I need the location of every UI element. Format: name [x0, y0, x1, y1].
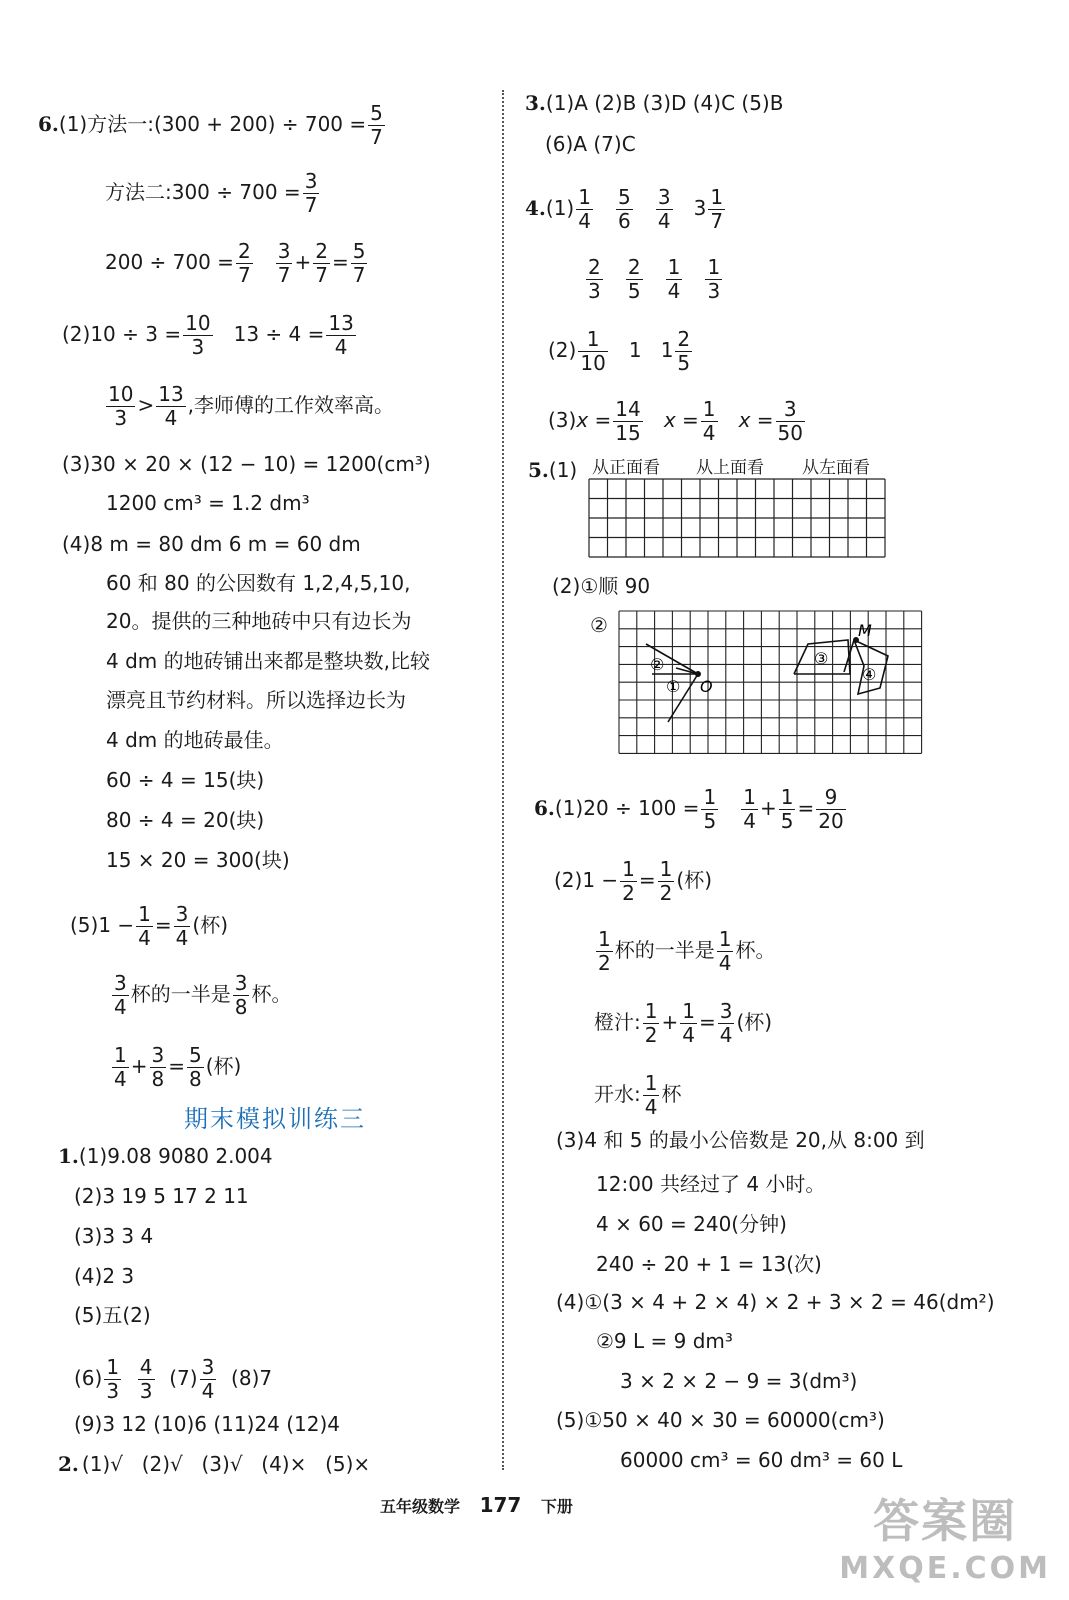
- fraction: $\frac{3}{7}$: [277, 239, 291, 287]
- fraction: $\frac{3}{8}$: [151, 1043, 165, 1091]
- fraction: $\frac{1}{4}$: [702, 397, 716, 445]
- left-q6-1-calc: 200 ÷ 700 = $\frac{2}{7}$ $\frac{3}{7}$ + $\frac{2}{7}$ = $\frac{5}{7}$: [105, 239, 366, 287]
- right-q4-1b: [584, 256, 724, 303]
- fraction: $\frac{1}{5}$: [780, 785, 794, 833]
- fraction: $\frac{3}{7}$: [304, 169, 318, 217]
- fraction: $\frac{1}{5}$: [703, 785, 717, 833]
- fraction: $\frac{3}{4}$: [175, 902, 189, 950]
- left-q1-4: (4)2 3: [74, 1264, 135, 1288]
- grid-label-3: ③: [814, 649, 829, 668]
- left-q6-1-method2: 方法二:300 ÷ 700 = $\frac{3}{7}$: [105, 169, 318, 217]
- fraction: $\frac{1}{3}$: [707, 255, 721, 303]
- view-label-top: 从上面看: [696, 458, 764, 478]
- fraction: $\frac{13}{4}$: [328, 311, 354, 359]
- left-q6-3b: 1200 cm³ = 1.2 dm³: [106, 491, 310, 515]
- question-number: 4.: [525, 196, 546, 220]
- fraction: $\frac{13}{4}$: [158, 382, 184, 430]
- right-q6-2: (2)1 − $\frac{1}{2}$ = $\frac{1}{2}$ (杯): [554, 857, 713, 905]
- fraction: $\frac{1}{2}$: [598, 927, 611, 975]
- fraction: $\frac{1}{10}$: [580, 327, 606, 375]
- fraction: $\frac{1}{4}$: [578, 185, 591, 233]
- fraction: $\frac{2}{3}$: [588, 255, 601, 303]
- fraction: $\frac{10}{3}$: [185, 311, 211, 359]
- right-q4-3: (3)x = $\frac{14}{15}$ x = $\frac{1}{4}$ x = $\frac{3}{50}$: [548, 397, 803, 445]
- grid-label-o: O: [700, 677, 713, 696]
- right-q5-2: (2)①顺 90: [552, 574, 651, 598]
- right-q6-4b: ②9 L = 9 dm³: [596, 1329, 733, 1353]
- footer-volume: 下册: [540, 1497, 573, 1516]
- watermark-logo: 答案圈: [873, 1494, 1018, 1548]
- fraction: $\frac{5}{7}$: [352, 239, 366, 287]
- column-divider: [502, 90, 504, 1470]
- question-number: 3.: [525, 91, 546, 115]
- right-q6-2d: 开水: $\frac{1}{4}$ 杯: [594, 1071, 682, 1119]
- question-number: 6.: [534, 796, 555, 820]
- fraction: $\frac{3}{8}$: [234, 971, 248, 1019]
- grid-label-2: ②: [650, 655, 665, 674]
- left-q6-4e: 漂亮且节约材料。所以选择边长为: [106, 688, 406, 712]
- fraction: $\frac{1}{4}$: [644, 1071, 658, 1119]
- left-q1-9: (9)3 12 (10)6 (11)24 (12)4: [74, 1412, 340, 1436]
- right-q6-3a: (3)4 和 5 的最小公倍数是 20,从 8:00 到: [556, 1128, 925, 1152]
- fraction: $\frac{1}{4}$: [114, 1043, 127, 1091]
- fraction: $\frac{5}{8}$: [189, 1043, 202, 1091]
- fraction: $\frac{2}{7}$: [237, 239, 251, 287]
- grid-label-1: ①: [666, 677, 681, 696]
- page-number: 177: [479, 1493, 522, 1517]
- grid-label-m: M: [858, 621, 872, 640]
- fraction: $\frac{2}{7}$: [315, 239, 328, 287]
- right-q6-2c: 橙汁: $\frac{1}{2}$ + $\frac{1}{4}$ = $\frac{3}{4}$ (杯): [594, 999, 773, 1047]
- left-q6-5b: $\frac{3}{4}$ 杯的一半是 $\frac{3}{8}$ 杯。: [114, 971, 292, 1019]
- footer-grade: 五年级数学: [380, 1497, 461, 1516]
- question-number: 1.: [58, 1144, 79, 1168]
- left-q6-4c: 20。提供的三种地砖中只有边长为: [106, 609, 412, 633]
- right-q6-3d: 240 ÷ 20 + 1 = 13(次): [596, 1252, 822, 1276]
- right-q6-4a: (4)①(3 × 4 + 2 × 4) × 2 + 3 × 2 = 46(dm²): [556, 1290, 995, 1314]
- left-q6-2: (2)10 ÷ 3 = $\frac{10}{3}$ 13 ÷ 4 = $\frac{13}{4}$: [62, 311, 354, 359]
- left-q6-2-compare: $\frac{10}{3}$ > $\frac{13}{4}$ ,李师傅的工作效率高。: [108, 382, 395, 430]
- right-q5-1: 5.(1): [528, 458, 578, 482]
- fraction: $\frac{3}{50}$: [777, 397, 803, 445]
- left-q6-4a: (4)8 m = 80 dm 6 m = 60 dm: [62, 532, 361, 556]
- fraction: $\frac{5}{7}$: [370, 101, 383, 149]
- fraction: $\frac{1}{3}$: [106, 1355, 120, 1403]
- view-label-front: 从正面看: [592, 458, 660, 478]
- left-q6-1: 6.(1)方法一:(300 + 200) ÷ 700 = $\frac{5}{7}$: [38, 101, 383, 149]
- right-q6-3b: 12:00 共经过了 4 小时。: [596, 1172, 826, 1196]
- left-q6-4f: 4 dm 的地砖最佳。: [106, 728, 284, 752]
- right-q3b: (6)A (7)C: [545, 132, 636, 156]
- fraction: $\frac{4}{3}$: [139, 1355, 153, 1403]
- fraction: $\frac{2}{5}$: [677, 327, 691, 375]
- left-q2: 2. (1)√ (2)√ (3)√ (4)× (5)×: [58, 1452, 371, 1476]
- right-q6-3c: 4 × 60 = 240(分钟): [596, 1212, 787, 1236]
- left-q6-5c: $\frac{1}{4}$ + $\frac{3}{8}$ = $\frac{5}{8}$ (杯): [114, 1043, 242, 1091]
- fraction: $\frac{1}{2}$: [659, 857, 673, 905]
- fraction: $\frac{1}{4}$: [718, 927, 732, 975]
- left-q6-4d: 4 dm 的地砖铺出来都是整块数,比较: [106, 649, 430, 673]
- fraction: $\frac{1}{4}$: [667, 255, 681, 303]
- right-q5-2b: ②: [590, 613, 608, 637]
- fraction: $\frac{1}{2}$: [644, 999, 658, 1047]
- page-footer: [380, 1493, 587, 1517]
- fraction: $\frac{5}{6}$: [618, 185, 631, 233]
- question-number: 2.: [58, 1452, 79, 1476]
- right-q6-4c: 3 × 2 × 2 − 9 = 3(dm³): [620, 1369, 858, 1393]
- right-q4-2: (2) $\frac{1}{10}$ 1 1 $\frac{2}{5}$: [548, 327, 691, 375]
- fraction: $\frac{10}{3}$: [108, 382, 134, 430]
- fraction: $\frac{2}{5}$: [627, 255, 641, 303]
- right-q3a: 3.(1)A (2)B (3)D (4)C (5)B: [525, 91, 784, 115]
- view-label-left: 从左面看: [802, 458, 870, 478]
- three-views-grid: [588, 478, 888, 560]
- left-q1-1: 1.(1)9.08 9080 2.004: [58, 1144, 273, 1168]
- left-q6-4i: 15 × 20 = 300(块): [106, 848, 290, 872]
- left-q1-5: (5)五(2): [74, 1303, 151, 1327]
- section-title: 期末模拟训练三: [184, 1105, 366, 1133]
- left-q6-5a: (5)1 − $\frac{1}{4}$ = $\frac{3}{4}$ (杯): [70, 902, 229, 950]
- watermark: [839, 1485, 1051, 1586]
- rotation-grid: [618, 610, 924, 756]
- right-q6-2b: $\frac{1}{2}$ 杯的一半是 $\frac{1}{4}$ 杯。: [598, 927, 776, 975]
- fraction: $\frac{3}{4}$: [114, 971, 127, 1019]
- right-q4-1a: 4.(1) $\frac{1}{4}$ $\frac{5}{6}$ $\frac{3}{4}$ 3 $\frac{1}{7}$: [525, 185, 724, 233]
- left-q6-3a: (3)30 × 20 × (12 − 10) = 1200(cm³): [62, 452, 431, 476]
- grid-label-4: ④: [862, 665, 877, 684]
- fraction: $\frac{14}{15}$: [615, 397, 641, 445]
- right-q6-1: 6.(1)20 ÷ 100 = $\frac{1}{5}$ $\frac{1}{4}$ + $\frac{1}{5}$ = $\frac{9}{20}$: [534, 785, 844, 833]
- shape-1-edge2: [676, 668, 698, 674]
- left-q1-2: (2)3 19 5 17 2 11: [74, 1184, 249, 1208]
- fraction: $\frac{1}{4}$: [138, 902, 151, 950]
- left-q6-4g: 60 ÷ 4 = 15(块): [106, 768, 265, 792]
- question-number: 6.: [38, 112, 59, 136]
- fraction: $\frac{9}{20}$: [818, 785, 844, 833]
- fraction: $\frac{3}{4}$: [719, 999, 733, 1047]
- left-q6-4b: 60 和 80 的公因数有 1,2,4,5,10,: [106, 571, 411, 595]
- question-number: 5.: [528, 458, 549, 482]
- fraction: $\frac{3}{4}$: [657, 185, 671, 233]
- fraction: $\frac{1}{7}$: [710, 185, 724, 233]
- left-q1-3: (3)3 3 4: [74, 1224, 154, 1248]
- fraction: $\frac{3}{4}$: [201, 1355, 215, 1403]
- left-q6-4h: 80 ÷ 4 = 20(块): [106, 808, 265, 832]
- right-q6-5b: 60000 cm³ = 60 dm³ = 60 L: [620, 1448, 903, 1472]
- fraction: $\frac{1}{4}$: [682, 999, 695, 1047]
- fraction: $\frac{1}{4}$: [743, 785, 756, 833]
- right-q6-5a: (5)①50 × 40 × 30 = 60000(cm³): [556, 1408, 885, 1432]
- watermark-url: MXQE.COM: [839, 1551, 1051, 1586]
- left-q1-6: (6) $\frac{1}{3}$ $\frac{4}{3}$ (7) $\frac{3}{4}$ (8)7: [74, 1355, 273, 1403]
- fraction: $\frac{1}{2}$: [622, 857, 635, 905]
